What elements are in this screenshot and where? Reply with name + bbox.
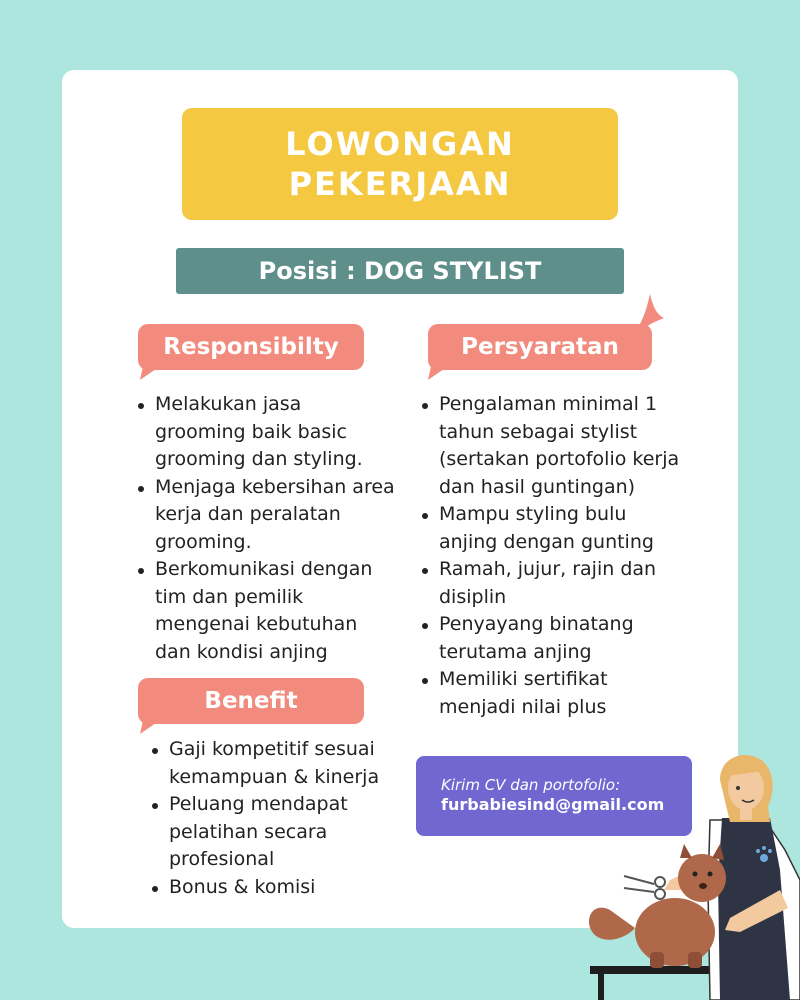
- benefit-bubble-tail: [138, 716, 170, 736]
- scissors-icon: [624, 876, 665, 899]
- requirements-heading-text: Persyaratan: [461, 334, 619, 360]
- responsibility-bubble-tail: [138, 362, 170, 382]
- title-banner: [182, 108, 618, 220]
- list-item: Memiliki sertifikat menjadi nilai plus: [420, 666, 680, 721]
- contact-label: Kirim CV dan portofolio:: [441, 776, 621, 794]
- requirements-bubble-tail: [426, 362, 458, 382]
- benefit-list: [150, 736, 398, 901]
- list-item: Berkomunikasi dengan tim dan pemilik mengenai kebutuhan dan kondisi anjing: [136, 556, 396, 666]
- list-item: Pengalaman minimal 1 tahun sebagai stylist (sertakan portofolio kerja dan hasil guntingan): [420, 391, 680, 501]
- benefit-heading: [138, 678, 364, 724]
- groomer-with-dog-illustration: [580, 740, 800, 1000]
- list-item: Ramah, jujur, rajin dan disiplin: [420, 556, 680, 611]
- list-item: Melakukan jasa grooming baik basic grooming dan styling.: [136, 391, 396, 474]
- requirements-heading: [428, 324, 652, 370]
- position-banner: [176, 248, 624, 294]
- position-text: Posisi : DOG STYLIST: [258, 257, 542, 285]
- requirements-list: [420, 391, 680, 721]
- list-item: Menjaga kebersihan area kerja dan peralatan grooming.: [136, 474, 396, 557]
- list-item: Peluang mendapat pelatihan secara profesional: [150, 791, 398, 874]
- title-line-2: PEKERJAAN: [288, 165, 512, 203]
- responsibility-heading-text: Responsibilty: [163, 334, 339, 360]
- list-item: Bonus & komisi: [150, 874, 398, 902]
- title-line-1: LOWONGAN: [285, 125, 515, 163]
- list-item: Gaji kompetitif sesuai kemampuan & kinerja: [150, 736, 398, 791]
- list-item: Mampu styling bulu anjing dengan gunting: [420, 501, 680, 556]
- dog-icon: [589, 844, 726, 968]
- contact-email[interactable]: furbabiesind@gmail.com: [441, 795, 665, 814]
- list-item: Penyayang binatang terutama anjing: [420, 611, 680, 666]
- requirements-bubble-spike: [632, 292, 666, 332]
- benefit-heading-text: Benefit: [204, 688, 298, 714]
- responsibility-heading: [138, 324, 364, 370]
- responsibility-list: [136, 391, 396, 666]
